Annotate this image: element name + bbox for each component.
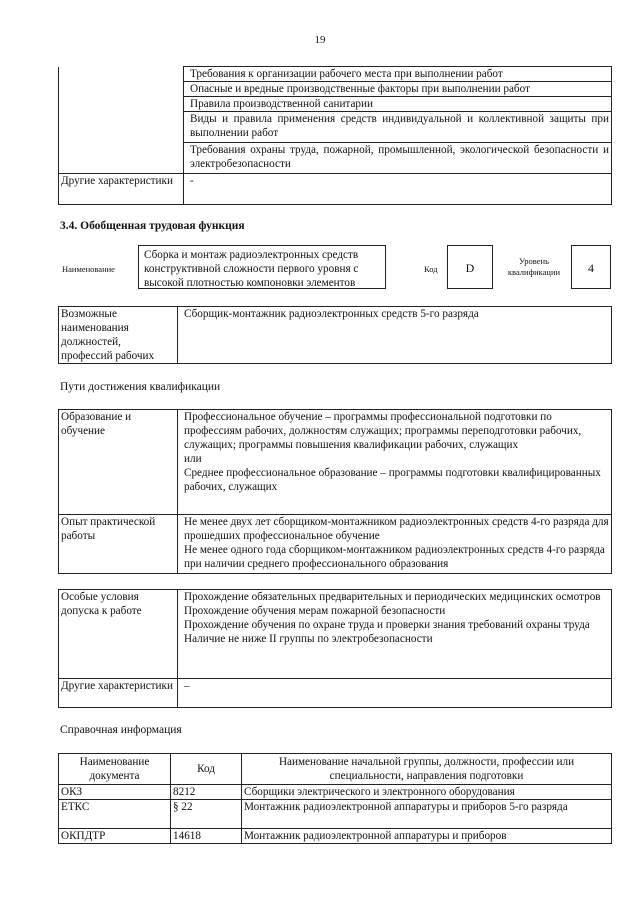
education-line: Среднее профессиональное образование – программы подготовки квалифицированных рабочих, служащих — [184, 467, 601, 493]
education-line: Профессиональное обучение – программы профессиональной подготовки по профессиям рабочих, должностям служащих; программы переподготовки рабочих, служащих; программы повышения квалификации рабочих, служащих — [184, 411, 582, 451]
education-value — [178, 410, 612, 515]
column-header: Код — [171, 754, 242, 785]
table-row — [59, 515, 612, 574]
admission-table — [58, 589, 612, 708]
page-number: 19 — [314, 34, 326, 46]
table-cell: § 22 — [171, 800, 242, 829]
table-row — [59, 800, 612, 829]
table-cell: ОКПДТР — [59, 829, 171, 844]
table-cell: Монтажник радиоэлектронной аппаратуры и приборов 5-го разряда — [242, 800, 612, 829]
experience-line: Не менее одного года сборщиком-монтажником радиоэлектронных средств 4-го разряда при наличии среднего профессионального образования — [184, 544, 605, 570]
positions-table — [58, 306, 612, 364]
education-line: или — [184, 453, 202, 465]
qualification-paths-table — [58, 409, 612, 574]
table-cell: ОКЗ — [59, 785, 171, 800]
section-heading: 3.4. Обобщенная трудовая функция — [60, 220, 245, 232]
table-row — [59, 307, 612, 364]
name-label: Наименование — [62, 264, 115, 274]
admission-label: Особые условия допуска к работе — [59, 590, 178, 679]
education-label: Образование и обучение — [59, 410, 178, 515]
empty-label-cell — [59, 67, 184, 174]
table-cell: Монтажник радиоэлектронной аппаратуры и приборов — [242, 829, 612, 844]
column-header: Наименование начальной группы, должности, профессии или специальности, направления подготовки — [242, 754, 612, 785]
admission-line: Прохождение обязательных предварительных и периодических медицинских осмотров — [184, 591, 601, 603]
knowledge-item: Требования к организации рабочего места при выполнении работ — [184, 67, 612, 82]
reference-table — [58, 753, 612, 844]
admission-line: Прохождение обучения мерам пожарной безопасности — [184, 605, 446, 617]
table-cell: 8212 — [171, 785, 242, 800]
table-cell: ЕТКС — [59, 800, 171, 829]
positions-value: Сборщик-монтажник радиоэлектронных средств 5-го разряда — [178, 307, 612, 364]
reference-title: Справочная информация — [60, 724, 182, 736]
positions-label: Возможные наименования должностей, профессий рабочих — [59, 307, 178, 364]
table-cell: 14618 — [171, 829, 242, 844]
experience-label: Опыт практической работы — [59, 515, 178, 574]
table-row — [59, 590, 612, 679]
column-header: Наименование документа — [59, 754, 171, 785]
table-header-row — [59, 754, 612, 785]
knowledge-item: Правила производственной санитарии — [184, 97, 612, 112]
table-row — [59, 785, 612, 800]
admission-line: Прохождение обучения по охране труда и проверки знания требований охраны труда — [184, 619, 590, 631]
code-label: Код — [424, 264, 438, 274]
level-label: Уровень квалификации — [507, 256, 561, 277]
knowledge-item: Виды и правила применения средств индивидуальной и коллективной защиты при выполнении работ — [184, 112, 612, 143]
experience-line: Не менее двух лет сборщиком-монтажником радиоэлектронных средств 4-го разряда для прошедших профессиональное обучение — [184, 516, 609, 542]
knowledge-item: Требования охраны труда, пожарной, промышленной, экологической безопасности и электробезопасности — [184, 143, 612, 174]
knowledge-table — [58, 66, 612, 205]
experience-value — [178, 515, 612, 574]
function-name-box: Сборка и монтаж радиоэлектронных средств конструктивной сложности первого уровня с высокой плотностью компоновки элементов — [138, 245, 386, 289]
other-characteristics-value: – — [178, 679, 612, 708]
paths-title: Пути достижения квалификации — [60, 381, 221, 393]
level-box: 4 — [571, 245, 611, 289]
table-row — [59, 829, 612, 844]
other-characteristics-label: Другие характеристики — [59, 174, 184, 205]
table-cell: Сборщики электрического и электронного оборудования — [242, 785, 612, 800]
table-row — [59, 679, 612, 708]
function-code-box: D — [447, 245, 493, 289]
other-characteristics-label: Другие характеристики — [59, 679, 178, 708]
knowledge-item: Опасные и вредные производственные факторы при выполнении работ — [184, 82, 612, 97]
table-row — [59, 410, 612, 515]
table-row — [59, 174, 612, 205]
table-row — [59, 67, 612, 82]
other-characteristics-value: - — [184, 174, 612, 205]
admission-line: Наличие не ниже II группы по электробезопасности — [184, 633, 433, 645]
admission-value — [178, 590, 612, 679]
